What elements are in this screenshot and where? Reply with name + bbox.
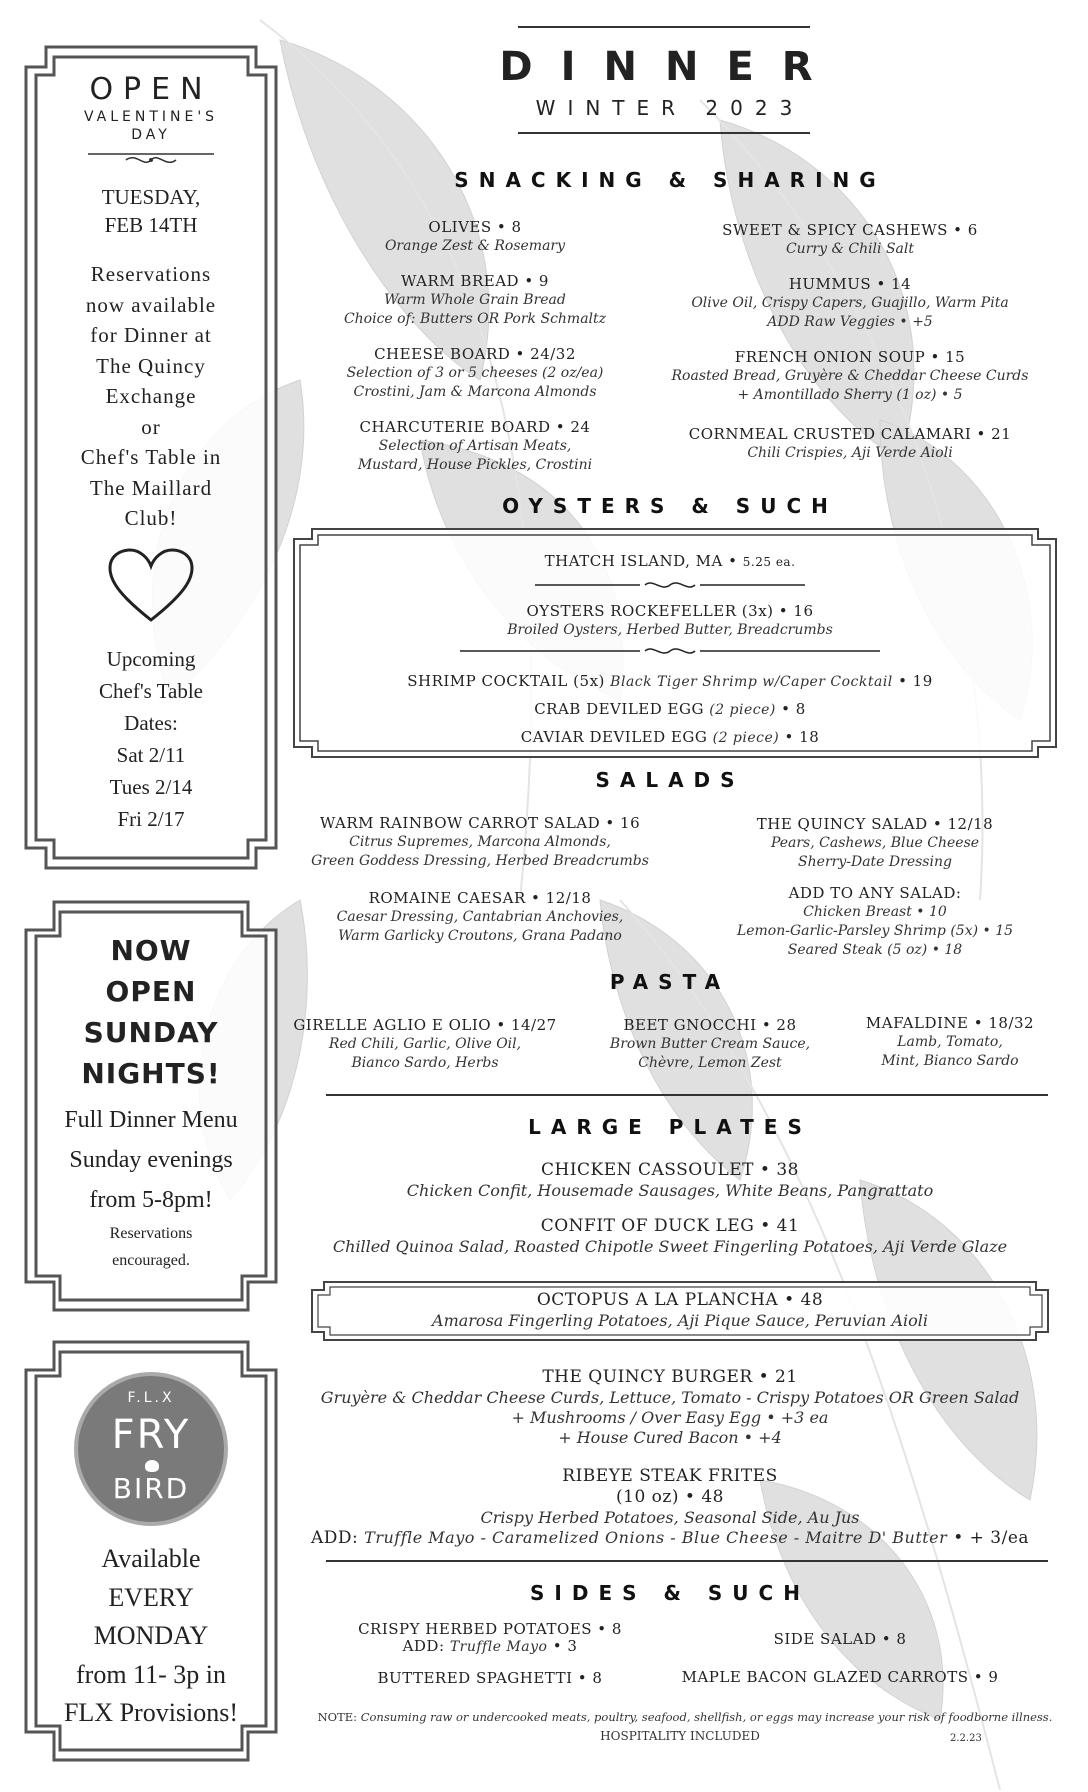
crab-deviled-egg xyxy=(330,700,1010,720)
item-name: ROMAINE CAESAR • 12/18 xyxy=(368,889,592,907)
footer-note-label: NOTE: xyxy=(317,1710,358,1724)
menu-item xyxy=(700,815,1050,872)
item-desc: Crispy Herbed Potatoes, Seasonal Side, Au Jus xyxy=(480,1508,860,1527)
item-desc: Curry & Chili Salt xyxy=(785,241,915,257)
menu-item xyxy=(310,889,650,946)
item-name: CONFIT OF DUCK LEG • 41 xyxy=(540,1216,800,1236)
item-price: • 18 xyxy=(784,728,820,746)
side-spaghetti: BUTTERED SPAGHETTI • 8 xyxy=(377,1669,603,1687)
large-ribeye xyxy=(290,1466,1050,1549)
item-desc: Gruyère & Cheddar Cheese Curds, Lettuce, Tomato - Crispy Potatoes OR Green Salad xyxy=(320,1388,1020,1407)
valentines-panel xyxy=(36,72,266,835)
footer-hospitality: HOSPITALITY INCLUDED xyxy=(600,1729,760,1743)
menu-item xyxy=(700,884,1050,960)
heart-icon xyxy=(108,548,194,624)
pasta-rule xyxy=(326,1094,1048,1096)
item-desc: Sherry-Date Dressing xyxy=(798,854,952,870)
item-price: 5.25 ea. xyxy=(742,555,796,569)
menu-item xyxy=(660,275,1040,332)
pasta-item-2 xyxy=(590,1016,830,1073)
item-name: THE QUINCY SALAD • 12/18 xyxy=(756,815,994,833)
item-desc: + Amontillado Sherry (1 oz) • 5 xyxy=(737,387,963,403)
item-name: SHRIMP COCKTAIL xyxy=(407,672,568,690)
ribeye-add xyxy=(290,1528,1050,1549)
frybird-body-line: FLX Provisions! xyxy=(63,1698,239,1727)
section-title-snacking: SNACKING & SHARING xyxy=(454,168,886,192)
valentines-body-line: Chef's Table in xyxy=(80,445,222,469)
item-desc: Chicken Confit, Housemade Sausages, White Beans, Pangrattato xyxy=(406,1181,934,1200)
sunday-body-line: from 5-8pm! xyxy=(89,1187,213,1213)
item-desc: Black Tiger Shrimp w/Caper Cocktail xyxy=(610,674,893,690)
pasta-item-1 xyxy=(280,1016,570,1073)
sunday-heading-line: SUNDAY xyxy=(83,1016,219,1049)
item-add: + House Cured Bacon • +4 xyxy=(558,1428,782,1447)
item-desc: Lamb, Tomato, xyxy=(897,1034,1003,1050)
salads-right-column xyxy=(700,815,1050,972)
item-name: WARM RAINBOW CARROT SALAD • 16 xyxy=(319,814,641,832)
sunday-heading-line: NIGHTS! xyxy=(81,1057,221,1090)
section-title-large-plates: LARGE PLATES xyxy=(528,1115,812,1139)
item-name: CHICKEN CASSOULET • 38 xyxy=(541,1160,799,1180)
menu-item xyxy=(330,345,620,402)
item-price: • 8 xyxy=(781,700,806,718)
item-add: + Mushrooms / Over Easy Egg • +3 ea xyxy=(511,1408,829,1427)
item-name: ADD TO ANY SALAD: xyxy=(788,884,962,902)
frybird-logo-line1: FRY xyxy=(111,1412,191,1458)
pasta-item-3 xyxy=(840,1014,1060,1071)
valentines-heading-line1: VALENTINE'S xyxy=(83,109,219,125)
menu-item xyxy=(330,218,620,256)
upcoming-line: Chef's Table xyxy=(99,678,203,703)
item-desc: Seared Steak (5 oz) • 18 xyxy=(787,942,963,958)
section-title-salads: SALADS xyxy=(595,768,745,792)
frybird-panel xyxy=(36,1372,266,1733)
snacking-right-column xyxy=(660,221,1040,475)
sunday-heading-line: OPEN xyxy=(105,975,197,1008)
item-name: FRENCH ONION SOUP • 15 xyxy=(734,348,966,366)
side-salad: SIDE SALAD • 8 xyxy=(773,1630,907,1648)
flourish-ornament-icon xyxy=(86,148,216,170)
menu-item xyxy=(310,814,650,871)
item-name: THE QUINCY BURGER • 21 xyxy=(542,1367,798,1387)
item-desc: Amarosa Fingerling Potatoes, Aji Pique Sauce, Peruvian Aioli xyxy=(432,1311,928,1330)
item-desc: Warm Whole Grain Bread xyxy=(384,292,566,308)
item-name: HUMMUS • 14 xyxy=(788,275,912,293)
item-desc: Chili Crispies, Aji Verde Aioli xyxy=(747,445,953,461)
item-qty: (3x) xyxy=(741,602,774,620)
frybird-body-line: from 11- 3p in xyxy=(76,1659,226,1689)
menu-item xyxy=(330,272,620,329)
item-name: BEET GNOCCHI • 28 xyxy=(623,1016,797,1034)
item-name: SWEET & SPICY CASHEWS • 6 xyxy=(722,221,978,239)
snacking-left-column xyxy=(330,218,620,487)
sides-left-column xyxy=(330,1620,650,1688)
side-potatoes-add xyxy=(330,1637,650,1657)
header-rule-bottom xyxy=(518,132,810,134)
item-desc: Broiled Oysters, Herbed Butter, Breadcrumbs xyxy=(507,622,833,638)
divider-ornament-icon xyxy=(535,578,805,592)
item-desc: Olive Oil, Crispy Capers, Guajillo, Warm Pita xyxy=(691,295,1009,311)
large-octopus xyxy=(310,1290,1050,1331)
sunday-note-line: Reservations xyxy=(109,1225,193,1242)
valentines-date-line: TUESDAY, xyxy=(101,185,201,209)
footer-date: 2.2.23 xyxy=(950,1733,982,1744)
sunday-body-line: Full Dinner Menu xyxy=(64,1107,238,1133)
large-duck xyxy=(290,1216,1050,1257)
section-title-sides: SIDES & SUCH xyxy=(530,1581,810,1605)
add-options: Truffle Mayo - Caramelized Onions - Blue Cheese - Maitre D' Butter xyxy=(364,1528,948,1547)
add-label: ADD: xyxy=(402,1637,445,1655)
menu-item xyxy=(660,425,1040,463)
add-price: • + 3/ea xyxy=(953,1528,1030,1548)
item-desc: Roasted Bread, Gruyère & Cheddar Cheese Curds xyxy=(671,368,1029,384)
item-name: WARM BREAD • 9 xyxy=(401,272,549,290)
frybird-logo-line2: BIRD xyxy=(112,1472,190,1505)
divider-ornament-icon xyxy=(460,644,880,658)
sides-right-column xyxy=(650,1630,1030,1687)
item-name: RIBEYE STEAK FRITES xyxy=(562,1466,778,1486)
item-desc: Mustard, House Pickles, Crostini xyxy=(357,457,593,473)
frybird-body-line: Available xyxy=(101,1544,201,1573)
frybird-body-line: EVERY xyxy=(108,1582,194,1612)
valentines-body-line: or xyxy=(141,414,161,439)
item-qty: (2 piece) xyxy=(709,702,776,718)
item-desc: Chicken Breast • 10 xyxy=(803,904,947,920)
sunday-panel xyxy=(36,930,266,1274)
item-name: MAFALDINE • 18/32 xyxy=(865,1014,1035,1032)
item-desc: Mint, Bianco Sardo xyxy=(881,1053,1019,1069)
item-desc: Crostini, Jam & Marcona Almonds xyxy=(353,384,597,400)
item-desc: Brown Butter Cream Sauce, xyxy=(609,1036,811,1052)
valentines-body-line: Exchange xyxy=(105,384,197,408)
item-desc: Green Goddess Dressing, Herbed Breadcrumbs xyxy=(311,853,649,869)
item-name: CAVIAR DEVILED EGG xyxy=(520,728,708,746)
salads-left-column xyxy=(310,814,650,958)
item-desc: Chèvre, Lemon Zest xyxy=(638,1055,782,1071)
valentines-open: OPEN xyxy=(89,72,213,107)
frybird-logo xyxy=(74,1372,228,1526)
large-cassoulet xyxy=(290,1160,1050,1201)
item-name: CORNMEAL CRUSTED CALAMARI • 21 xyxy=(688,425,1012,443)
valentines-body-line: The Quincy xyxy=(96,353,206,378)
item-desc: Caesar Dressing, Cantabrian Anchovies, xyxy=(336,909,624,925)
valentines-date-line: FEB 14TH xyxy=(104,213,198,237)
large-plates-rule xyxy=(326,1560,1048,1562)
item-name: CHEESE BOARD • 24/32 xyxy=(374,345,576,363)
item-name: OYSTERS ROCKEFELLER xyxy=(526,602,737,620)
item-name: CRAB DEVILED EGG xyxy=(534,700,704,718)
item-name: CHARCUTERIE BOARD • 24 xyxy=(359,418,591,436)
menu-item xyxy=(330,418,620,475)
item-name: THATCH ISLAND, MA • xyxy=(544,552,738,570)
upcoming-line: Dates: xyxy=(124,710,178,735)
upcoming-line: Sat 2/11 xyxy=(116,742,186,767)
valentines-body-line: The Maillard xyxy=(89,475,213,500)
item-size: (10 oz) • 48 xyxy=(616,1487,724,1507)
valentines-heading-line2: DAY xyxy=(131,127,171,143)
item-desc: ADD Raw Veggies • +5 xyxy=(767,314,933,330)
valentines-body-line: now available xyxy=(85,292,217,317)
item-desc: Bianco Sardo, Herbs xyxy=(351,1055,499,1071)
add-options: Truffle Mayo xyxy=(449,1639,548,1655)
valentines-body-line: Club! xyxy=(124,506,178,530)
caviar-deviled-egg xyxy=(330,728,1010,748)
sunday-body-line: Sunday evenings xyxy=(69,1147,233,1173)
valentines-body-line: for Dinner at xyxy=(90,323,212,347)
upcoming-line: Fri 2/17 xyxy=(117,806,185,831)
menu-item xyxy=(660,221,1040,259)
oyster-rockefeller xyxy=(330,602,1010,621)
upcoming-line: Tues 2/14 xyxy=(109,774,193,799)
item-desc: Selection of 3 or 5 cheeses (2 oz/ea) xyxy=(346,365,604,381)
oyster-thatch-island xyxy=(330,552,1010,572)
item-name: GIRELLE AGLIO E OLIO • 14/27 xyxy=(293,1016,557,1034)
menu-item xyxy=(660,348,1040,405)
frybird-logo-top: F.L.X xyxy=(127,1390,175,1406)
item-name: OCTOPUS A LA PLANCHA • 48 xyxy=(536,1290,824,1310)
item-desc: Red Chili, Garlic, Olive Oil, xyxy=(328,1036,522,1052)
sunday-heading-line: NOW xyxy=(110,934,192,967)
section-title-pasta: PASTA xyxy=(609,970,731,994)
side-potatoes: CRISPY HERBED POTATOES • 8 xyxy=(358,1620,622,1638)
shrimp-cocktail xyxy=(330,672,1010,692)
item-name: OLIVES • 8 xyxy=(428,218,522,236)
item-desc: Citrus Supremes, Marcona Almonds, xyxy=(349,834,611,850)
item-desc: Lemon-Garlic-Parsley Shrimp (5x) • 15 xyxy=(736,923,1014,939)
item-desc: Selection of Artisan Meats, xyxy=(378,438,572,454)
valentines-body-line: Reservations xyxy=(90,262,212,286)
item-desc: Choice of: Butters OR Pork Schmaltz xyxy=(343,311,607,327)
footer-note xyxy=(300,1710,1070,1724)
section-title-oysters: OYSTERS & SUCH xyxy=(502,494,838,518)
menu-subtitle: WINTER 2023 xyxy=(535,96,805,120)
menu-title: DINNER xyxy=(499,44,841,90)
item-desc: Pears, Cashews, Blue Cheese xyxy=(770,835,980,851)
side-carrots: MAPLE BACON GLAZED CARROTS • 9 xyxy=(681,1668,999,1686)
add-price: • 3 xyxy=(552,1637,578,1655)
header-rule-top xyxy=(518,26,810,28)
upcoming-line: Upcoming xyxy=(106,646,196,671)
item-price: • 16 xyxy=(778,602,814,620)
item-desc: Chilled Quinoa Salad, Roasted Chipotle Sweet Fingerling Potatoes, Aji Verde Glaze xyxy=(332,1237,1008,1256)
large-burger xyxy=(290,1367,1050,1448)
item-desc: Orange Zest & Rosemary xyxy=(384,238,566,254)
frybird-body-line: MONDAY xyxy=(93,1621,209,1650)
item-qty: (2 piece) xyxy=(712,730,780,746)
item-qty: (5x) xyxy=(573,672,605,690)
oysters-list xyxy=(330,552,1010,748)
footer-note-text: Consuming raw or undercooked meats, poultry, seafood, shellfish, or eggs may increase your risk of foodborne illness. xyxy=(360,1710,1053,1724)
add-label: ADD: xyxy=(310,1528,359,1548)
item-price: • 19 xyxy=(898,672,933,690)
sunday-note-line: encouraged. xyxy=(112,1252,190,1269)
bird-icon xyxy=(145,1460,159,1472)
item-desc: Warm Garlicky Croutons, Grana Padano xyxy=(338,928,622,944)
